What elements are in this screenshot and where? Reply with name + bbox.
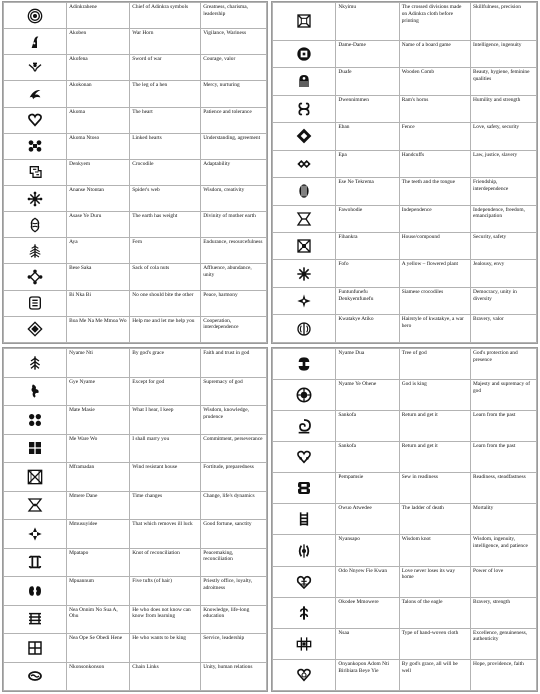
table-row bbox=[273, 3, 537, 41]
symbol-qualities: Greatness, charisma, leadership bbox=[201, 3, 267, 29]
symbol-meaning: Crocodile bbox=[130, 159, 201, 185]
crocodile-icon bbox=[27, 164, 43, 180]
table-row bbox=[273, 349, 537, 380]
symbol-name: Odo Nnyew Fie Kwan bbox=[336, 566, 399, 597]
symbol-meaning: He who wants to be king bbox=[130, 634, 201, 663]
symbol-qualities: Change, life's dynamics bbox=[201, 491, 267, 520]
symbol-name: Aya bbox=[67, 238, 130, 264]
symbol-name: Mpatapo bbox=[67, 548, 130, 577]
symbol-meaning: He who does not know can know from learning bbox=[130, 605, 201, 634]
table-row bbox=[4, 264, 267, 290]
symbol-meaning: God is king bbox=[399, 380, 470, 411]
symbol-cell bbox=[4, 377, 67, 406]
symbol-name: Funtunfunefu Denkyemfunefu bbox=[336, 287, 399, 314]
symbol-cell bbox=[4, 159, 67, 185]
symbol-qualities: Intelligence, ingenuity bbox=[470, 40, 536, 67]
symbol-qualities: Wisdom, knowledge, prudence bbox=[201, 406, 267, 435]
table-row bbox=[4, 185, 267, 211]
symbol-qualities: Service, leadership bbox=[201, 634, 267, 663]
symbol-meaning: Sack of cola nuts bbox=[130, 264, 201, 290]
handcuffs-icon bbox=[296, 156, 312, 172]
symbol-name: Fofo bbox=[336, 260, 399, 287]
symbol-meaning: Type of hand-woven cloth bbox=[399, 628, 470, 659]
table-row bbox=[4, 463, 267, 492]
symbol-name: Boa Me Na Me Mmoa Wo bbox=[67, 316, 130, 342]
war-horn-icon bbox=[27, 34, 43, 50]
earth-weight-icon bbox=[27, 217, 43, 233]
symbol-cell bbox=[273, 40, 336, 67]
symbol-meaning: The crossed divisions made on Adinkra cloth before printing bbox=[399, 3, 470, 41]
symbol-meaning: By god's grace, all will be well bbox=[399, 659, 470, 690]
table-row bbox=[4, 316, 267, 342]
symbol-cell bbox=[273, 628, 336, 659]
panel-top-left bbox=[2, 1, 268, 344]
symbol-meaning: Help me and let me help you bbox=[130, 316, 201, 342]
symbol-cell bbox=[4, 238, 67, 264]
sankofa-bird-icon bbox=[296, 418, 312, 434]
symbol-name: Mate Masie bbox=[67, 406, 130, 435]
symbol-cell bbox=[273, 380, 336, 411]
marry-you-icon bbox=[27, 440, 43, 456]
symbol-cell bbox=[4, 107, 67, 133]
symbol-name: Gye Nyame bbox=[67, 377, 130, 406]
chain-links-icon bbox=[27, 668, 43, 684]
symbol-qualities: Peace, harmony bbox=[201, 290, 267, 316]
symbol-cell bbox=[4, 662, 67, 691]
symbols-table bbox=[3, 2, 267, 343]
symbol-meaning: Talons of the eagle bbox=[399, 597, 470, 628]
table-row bbox=[4, 406, 267, 435]
symbols-table bbox=[272, 348, 537, 691]
symbol-qualities: Wisdom, ingenuity, intelligence, and patience bbox=[470, 535, 536, 566]
onwankyem-icon bbox=[296, 667, 312, 683]
table-row bbox=[4, 434, 267, 463]
symbol-name: Nkyimu bbox=[336, 3, 399, 41]
symbols-table bbox=[3, 348, 267, 691]
symbol-qualities: Bravery, valor bbox=[470, 315, 536, 343]
symbol-qualities: Independence, freedom, emancipation bbox=[470, 205, 536, 232]
symbol-name: Bi Nka Bi bbox=[67, 290, 130, 316]
hand-woven-cloth-icon bbox=[296, 636, 312, 652]
symbol-qualities: Endurance, resourcefulness bbox=[201, 238, 267, 264]
symbol-name: Kwatakye Atiko bbox=[336, 315, 399, 343]
symbol-qualities: Patience and tolerance bbox=[201, 107, 267, 133]
symbol-name: Mmere Dane bbox=[67, 491, 130, 520]
symbol-qualities: Mercy, nurturing bbox=[201, 81, 267, 107]
symbol-meaning: What I hear, I keep bbox=[130, 406, 201, 435]
table-row bbox=[273, 95, 537, 122]
symbol-name: Akoma bbox=[67, 107, 130, 133]
table-row bbox=[4, 3, 267, 29]
symbol-qualities: Readiness, steadfastness bbox=[470, 473, 536, 504]
symbol-cell bbox=[273, 232, 336, 259]
symbol-name: Onyankopon Adom Nti Biribiara Beye Yie bbox=[336, 659, 399, 690]
symbol-name: Okodee Mmowere bbox=[336, 597, 399, 628]
symbol-cell bbox=[4, 520, 67, 549]
symbol-cell bbox=[273, 68, 336, 95]
symbol-meaning: I shall marry you bbox=[130, 434, 201, 463]
table-row bbox=[273, 287, 537, 314]
crossed-divisions-icon bbox=[296, 13, 312, 29]
table-row bbox=[273, 123, 537, 150]
symbol-meaning: The earth has weight bbox=[130, 212, 201, 238]
symbol-qualities: Vigilance, Wariness bbox=[201, 29, 267, 55]
symbol-cell bbox=[4, 491, 67, 520]
symbol-meaning: Sword of war bbox=[130, 55, 201, 81]
symbol-cell bbox=[273, 535, 336, 566]
symbol-cell bbox=[273, 659, 336, 690]
symbol-cell bbox=[4, 406, 67, 435]
symbol-meaning: Five tufts (of hair) bbox=[130, 577, 201, 606]
symbol-cell bbox=[4, 463, 67, 492]
symbol-name: Akoma Ntoso bbox=[67, 133, 130, 159]
symbol-qualities: Love, safety, security bbox=[470, 123, 536, 150]
symbol-cell bbox=[4, 133, 67, 159]
symbol-meaning: Chain Links bbox=[130, 662, 201, 691]
symbol-name: Mmusuyidee bbox=[67, 520, 130, 549]
table-row bbox=[4, 577, 267, 606]
symbol-qualities: Beauty, hygiene, feminine qualities bbox=[470, 68, 536, 95]
symbol-name: Nyame Dua bbox=[336, 349, 399, 380]
symbol-meaning: That which removes ill luck bbox=[130, 520, 201, 549]
table-row bbox=[4, 662, 267, 691]
linked-hearts-icon bbox=[27, 138, 43, 154]
wind-house-icon bbox=[27, 469, 43, 485]
symbol-cell bbox=[273, 473, 336, 504]
symbol-name: Asase Ye Duru bbox=[67, 212, 130, 238]
symbol-cell bbox=[273, 566, 336, 597]
table-row bbox=[273, 628, 537, 659]
table-row bbox=[273, 232, 537, 259]
symbol-cell bbox=[273, 597, 336, 628]
symbol-cell bbox=[4, 81, 67, 107]
table-row bbox=[273, 597, 537, 628]
symbol-meaning: Tree of god bbox=[399, 349, 470, 380]
symbol-qualities: Learn from the past bbox=[470, 442, 536, 473]
symbol-name: Dwennimmen bbox=[336, 95, 399, 122]
symbol-cell bbox=[273, 205, 336, 232]
symbol-meaning: Sew in readiness bbox=[399, 473, 470, 504]
table-row bbox=[4, 377, 267, 406]
love-way-home-icon bbox=[296, 574, 312, 590]
table-row bbox=[4, 133, 267, 159]
symbol-qualities: Democracy, unity in diversity bbox=[470, 287, 536, 314]
panel-bottom-left bbox=[2, 347, 268, 692]
table-row bbox=[273, 205, 537, 232]
symbol-name: Duafe bbox=[336, 68, 399, 95]
symbol-cell bbox=[273, 178, 336, 205]
symbol-cell bbox=[4, 185, 67, 211]
symbol-meaning: No one should bite the other bbox=[130, 290, 201, 316]
table-row bbox=[4, 29, 267, 55]
symbol-qualities: Humility and strength bbox=[470, 95, 536, 122]
symbol-meaning: Return and get it bbox=[399, 442, 470, 473]
symbol-meaning: Fence bbox=[399, 123, 470, 150]
table-row bbox=[273, 68, 537, 95]
nea-ope-icon bbox=[27, 640, 43, 656]
symbol-name: Mframadan bbox=[67, 463, 130, 492]
symbol-cell bbox=[273, 411, 336, 442]
comb-icon bbox=[296, 73, 312, 89]
symbol-meaning: By god's grace bbox=[130, 349, 201, 378]
symbol-cell bbox=[273, 504, 336, 535]
symbol-meaning: Wind resistant house bbox=[130, 463, 201, 492]
symbol-qualities: Cooperation, interdependence bbox=[201, 316, 267, 342]
siamese-crocodiles-icon bbox=[296, 293, 312, 309]
symbol-meaning: A yellow – flowered plant bbox=[399, 260, 470, 287]
table-row bbox=[273, 315, 537, 343]
symbol-qualities: Faith and trust in god bbox=[201, 349, 267, 378]
table-row bbox=[4, 212, 267, 238]
symbol-qualities: Friendship, interdependence bbox=[470, 178, 536, 205]
symbol-meaning: Handcuffs bbox=[399, 150, 470, 177]
mmusuyidee-icon bbox=[27, 526, 43, 542]
nea-onnim-icon bbox=[27, 611, 43, 627]
cola-nuts-icon bbox=[27, 269, 43, 285]
flowered-plant-icon bbox=[296, 266, 312, 282]
fern-icon bbox=[27, 243, 43, 259]
table-row bbox=[273, 380, 537, 411]
rams-horns-icon bbox=[296, 101, 312, 117]
symbol-meaning: Return and get it bbox=[399, 411, 470, 442]
table-row bbox=[273, 40, 537, 67]
house-compound-icon bbox=[296, 238, 312, 254]
symbol-cell bbox=[273, 442, 336, 473]
board-game-icon bbox=[296, 46, 312, 62]
symbol-cell bbox=[4, 290, 67, 316]
table-row bbox=[273, 442, 537, 473]
symbol-meaning: War Horn bbox=[130, 29, 201, 55]
symbol-name: Sankofa bbox=[336, 411, 399, 442]
symbol-name: Bese Saka bbox=[67, 264, 130, 290]
god-is-king-icon bbox=[296, 387, 312, 403]
symbol-name: Akoben bbox=[67, 29, 130, 55]
symbol-qualities: Priestly office, loyalty, adroitness bbox=[201, 577, 267, 606]
eagle-talons-icon bbox=[296, 605, 312, 621]
symbol-cell bbox=[4, 55, 67, 81]
symbol-name: Sankofa bbox=[336, 442, 399, 473]
table-row bbox=[4, 159, 267, 185]
symbol-qualities: God's protection and presence bbox=[470, 349, 536, 380]
reconciliation-knot-icon bbox=[27, 554, 43, 570]
symbol-qualities: Power of love bbox=[470, 566, 536, 597]
independence-icon bbox=[296, 211, 312, 227]
god-grace-icon bbox=[27, 355, 43, 371]
heart-icon bbox=[27, 112, 43, 128]
symbol-cell bbox=[273, 260, 336, 287]
symbol-name: Nea Onnim No Sua A, Ohu bbox=[67, 605, 130, 634]
symbol-cell bbox=[273, 315, 336, 343]
symbol-meaning: Time changes bbox=[130, 491, 201, 520]
symbol-qualities: Majesty and supremacy of god bbox=[470, 380, 536, 411]
symbol-name: Epa bbox=[336, 150, 399, 177]
symbol-qualities: Hope, providence, faith bbox=[470, 659, 536, 690]
five-tufts-icon bbox=[27, 583, 43, 599]
symbol-meaning: Spider's web bbox=[130, 185, 201, 211]
symbol-meaning: Knot of reconciliation bbox=[130, 548, 201, 577]
symbol-name: Ese Ne Tekrema bbox=[336, 178, 399, 205]
bi-nka-bi-icon bbox=[27, 295, 43, 311]
help-me-icon bbox=[27, 321, 43, 337]
table-row bbox=[273, 473, 537, 504]
symbol-name: Nea Ope Se Obedi Hene bbox=[67, 634, 130, 663]
symbol-qualities: Bravery, strength bbox=[470, 597, 536, 628]
table-row bbox=[4, 491, 267, 520]
symbol-name: Fihankra bbox=[336, 232, 399, 259]
table-row bbox=[4, 605, 267, 634]
symbol-qualities: Courage, valor bbox=[201, 55, 267, 81]
table-row bbox=[4, 55, 267, 81]
symbol-name: Mpuannum bbox=[67, 577, 130, 606]
symbol-name: Akokonan bbox=[67, 81, 130, 107]
symbol-meaning: The ladder of death bbox=[399, 504, 470, 535]
table-row bbox=[273, 566, 537, 597]
symbol-name: Nkonsonkonson bbox=[67, 662, 130, 691]
hen-leg-icon bbox=[27, 86, 43, 102]
symbol-name: Nyame Ye Ohene bbox=[336, 380, 399, 411]
symbol-meaning: Hairstyle of kwatakye, a war hero bbox=[399, 315, 470, 343]
symbol-meaning: Wooden Comb bbox=[399, 68, 470, 95]
table-row bbox=[4, 520, 267, 549]
symbol-cell bbox=[273, 287, 336, 314]
concentric-circles-icon bbox=[27, 8, 43, 24]
symbol-qualities: Learn from the past bbox=[470, 411, 536, 442]
sew-readiness-icon bbox=[296, 480, 312, 496]
table-row bbox=[273, 178, 537, 205]
symbol-qualities: Fortitude, preparedness bbox=[201, 463, 267, 492]
except-god-icon bbox=[27, 383, 43, 399]
symbols-table bbox=[272, 2, 537, 343]
symbol-meaning: Independence bbox=[399, 205, 470, 232]
fence-icon bbox=[296, 128, 312, 144]
symbol-cell bbox=[273, 95, 336, 122]
symbol-meaning: House/compound bbox=[399, 232, 470, 259]
mate-masie-icon bbox=[27, 412, 43, 428]
symbol-qualities: Skillfulness, precision bbox=[470, 3, 536, 41]
symbol-cell bbox=[273, 150, 336, 177]
table-row bbox=[4, 238, 267, 264]
symbol-name: Fawohodie bbox=[336, 205, 399, 232]
symbol-cell bbox=[273, 349, 336, 380]
symbol-meaning: The teeth and the tongue bbox=[399, 178, 470, 205]
panel-top-right bbox=[271, 1, 538, 344]
symbol-name: Nyansapo bbox=[336, 535, 399, 566]
symbol-meaning: Siamese crocodiles bbox=[399, 287, 470, 314]
symbol-cell bbox=[4, 634, 67, 663]
symbol-qualities: Knowledge, life-long education bbox=[201, 605, 267, 634]
table-row bbox=[273, 659, 537, 690]
symbol-qualities: Wisdom, creativity bbox=[201, 185, 267, 211]
symbol-qualities: Commitment, perseverance bbox=[201, 434, 267, 463]
symbol-name: Me Ware Wo bbox=[67, 434, 130, 463]
symbol-qualities: Unity, human relations bbox=[201, 662, 267, 691]
table-row bbox=[273, 150, 537, 177]
symbol-name: Adinkrahene bbox=[67, 3, 130, 29]
symbol-cell bbox=[4, 264, 67, 290]
symbol-meaning: The leg of a hen bbox=[130, 81, 201, 107]
symbol-qualities: Understanding, agreement bbox=[201, 133, 267, 159]
symbol-meaning: Love never loses its way home bbox=[399, 566, 470, 597]
spider-web-icon bbox=[27, 191, 43, 207]
table-row bbox=[4, 349, 267, 378]
symbol-meaning: Fern bbox=[130, 238, 201, 264]
symbol-cell bbox=[4, 349, 67, 378]
symbol-meaning: Linked hearts bbox=[130, 133, 201, 159]
table-row bbox=[273, 504, 537, 535]
symbol-qualities: Law, justice, slavery bbox=[470, 150, 536, 177]
symbol-cell bbox=[4, 434, 67, 463]
symbol-meaning: Except for god bbox=[130, 377, 201, 406]
symbol-name: Nsaa bbox=[336, 628, 399, 659]
symbol-cell bbox=[4, 577, 67, 606]
symbol-qualities: Supremacy of god bbox=[201, 377, 267, 406]
hairstyle-icon bbox=[296, 321, 312, 337]
symbol-name: Denkyem bbox=[67, 159, 130, 185]
symbol-meaning: Name of a board game bbox=[399, 40, 470, 67]
symbol-cell bbox=[273, 3, 336, 41]
table-row bbox=[273, 260, 537, 287]
symbol-cell bbox=[4, 605, 67, 634]
symbol-qualities: Peacemaking, reconciliation bbox=[201, 548, 267, 577]
panel-bottom-right bbox=[271, 347, 538, 692]
symbol-cell bbox=[4, 548, 67, 577]
symbol-name: Dame-Dame bbox=[336, 40, 399, 67]
symbol-name: Eban bbox=[336, 123, 399, 150]
table-row bbox=[4, 81, 267, 107]
symbol-meaning: Chief of Adinkra symbols bbox=[130, 3, 201, 29]
table-row bbox=[4, 107, 267, 133]
symbol-qualities: Security, safety bbox=[470, 232, 536, 259]
wisdom-knot-icon bbox=[296, 543, 312, 559]
symbol-name: Ananse Ntontan bbox=[67, 185, 130, 211]
time-changes-icon bbox=[27, 497, 43, 513]
symbol-name: Akofena bbox=[67, 55, 130, 81]
table-row bbox=[273, 535, 537, 566]
symbol-meaning: Ram's horns bbox=[399, 95, 470, 122]
symbol-meaning: Wisdom knot bbox=[399, 535, 470, 566]
symbol-cell bbox=[4, 3, 67, 29]
symbol-qualities: Jealousy, envy bbox=[470, 260, 536, 287]
symbol-qualities: Affluence, abundance, unity bbox=[201, 264, 267, 290]
symbol-cell bbox=[4, 212, 67, 238]
symbol-cell bbox=[4, 316, 67, 342]
symbol-cell bbox=[273, 123, 336, 150]
symbol-cell bbox=[4, 29, 67, 55]
table-row bbox=[4, 290, 267, 316]
table-row bbox=[4, 548, 267, 577]
symbol-qualities: Divinity of mother earth bbox=[201, 212, 267, 238]
crossed-swords-icon bbox=[27, 60, 43, 76]
symbol-qualities: Good fortune, sanctity bbox=[201, 520, 267, 549]
symbol-qualities: Adaptability bbox=[201, 159, 267, 185]
symbol-name: Nyame Nti bbox=[67, 349, 130, 378]
symbol-qualities: Mortality bbox=[470, 504, 536, 535]
sankofa-heart-icon bbox=[296, 449, 312, 465]
ladder-of-death-icon bbox=[296, 511, 312, 527]
symbol-name: Owuo Atwedee bbox=[336, 504, 399, 535]
table-row bbox=[4, 634, 267, 663]
tree-of-god-icon bbox=[296, 356, 312, 372]
symbol-meaning: The heart bbox=[130, 107, 201, 133]
symbol-qualities: Excellence, genuineness, authenticity bbox=[470, 628, 536, 659]
teeth-tongue-icon bbox=[296, 183, 312, 199]
symbol-name: Pempamsie bbox=[336, 473, 399, 504]
table-row bbox=[273, 411, 537, 442]
